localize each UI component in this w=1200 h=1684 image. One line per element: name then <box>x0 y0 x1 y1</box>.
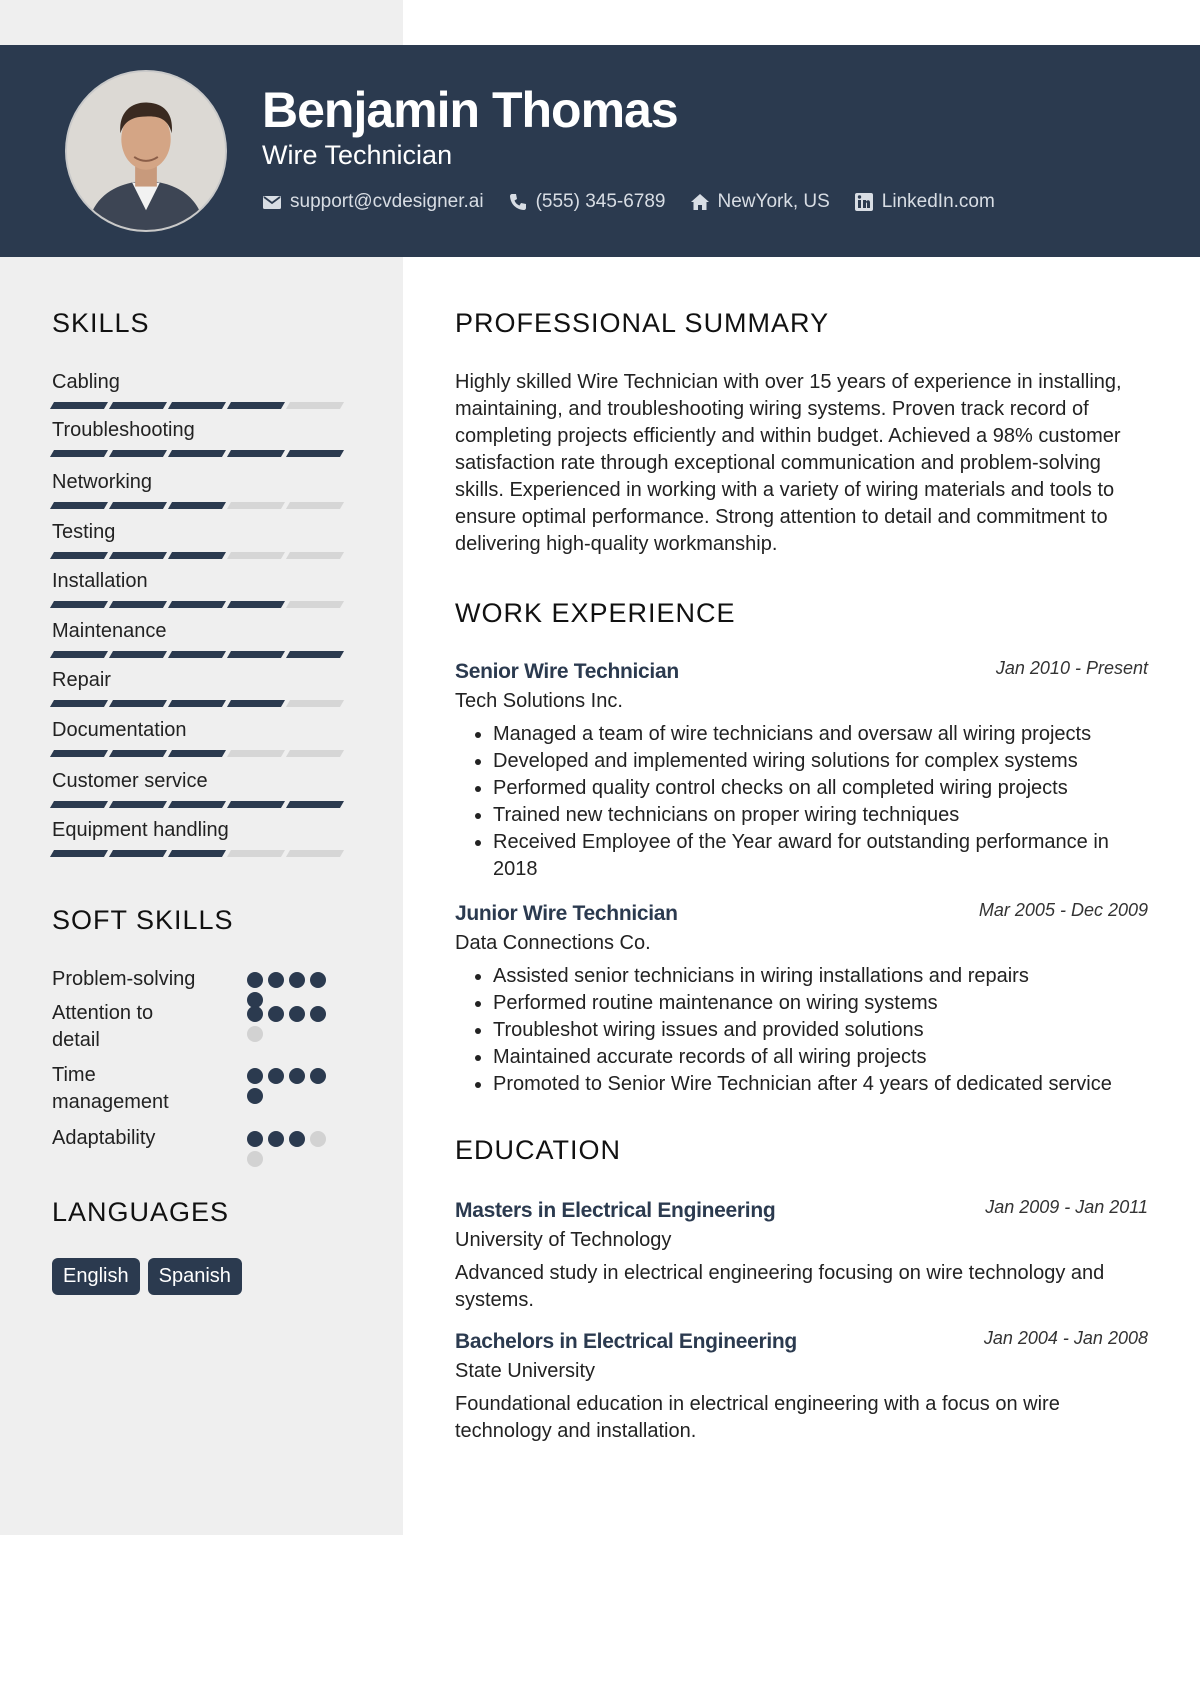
skill-level-segment <box>286 700 344 707</box>
experience-title: WORK EXPERIENCE <box>455 598 736 628</box>
skill-name: Networking <box>52 471 153 493</box>
skill-level-segment <box>286 750 344 757</box>
skill-bar <box>52 450 352 457</box>
skill-level-segment <box>109 651 167 658</box>
contact-linkedin[interactable] <box>854 191 995 213</box>
skill-item <box>52 520 352 559</box>
contact-linkedin-text: LinkedIn.com <box>881 191 995 212</box>
skill-level-segment <box>286 502 344 509</box>
skill-level-segment <box>50 651 108 658</box>
language-badge: English <box>52 1258 140 1295</box>
skill-level-segment <box>168 450 226 457</box>
home-icon <box>690 192 710 212</box>
soft-skill-dot <box>247 1151 263 1167</box>
skill-item <box>52 418 352 457</box>
education-description: Foundational education in electrical engineering with a focus on wire technology and installation. <box>455 1393 1060 1442</box>
skill-level-segment <box>109 502 167 509</box>
experience-entry <box>455 902 1148 1098</box>
contact-phone-text: (555) 345-6789 <box>535 191 666 212</box>
soft-skill-dots <box>247 1131 337 1167</box>
list-item: • Developed and implemented wiring solutions for complex systems <box>493 748 1148 775</box>
education-date: Jan 2004 - Jan 2008 <box>983 1328 1148 1348</box>
skill-level-segment <box>286 850 344 857</box>
soft-skill-dot <box>268 1006 284 1022</box>
contact-location <box>690 191 830 213</box>
skill-level-segment <box>168 850 226 857</box>
experience-job-title: Junior Wire Technician <box>455 902 678 925</box>
soft-skill-dot <box>247 1088 263 1104</box>
skill-level-segment <box>227 601 285 608</box>
contact-email-text: support@cvdesigner.ai <box>290 191 484 212</box>
soft-skill-dot <box>247 1006 263 1022</box>
contact-list <box>262 191 995 213</box>
skill-level-segment <box>286 801 344 808</box>
skills-title: SKILLS <box>52 308 150 338</box>
soft-skill-dots <box>247 1068 337 1104</box>
skill-name: Documentation <box>52 719 187 741</box>
soft-skill-dot <box>310 1006 326 1022</box>
skill-level-segment <box>227 750 285 757</box>
skill-level-segment <box>50 850 108 857</box>
skill-level-segment <box>168 750 226 757</box>
skill-name: Troubleshooting <box>52 419 195 441</box>
languages-title: LANGUAGES <box>52 1197 230 1227</box>
education-school: State University <box>455 1360 596 1382</box>
envelope-icon <box>262 192 282 212</box>
skill-name: Equipment handling <box>52 819 229 841</box>
skill-level-segment <box>50 601 108 608</box>
skill-level-segment <box>168 700 226 707</box>
soft-skill-dot <box>289 1006 305 1022</box>
skill-level-segment <box>286 601 344 608</box>
list-item: • Received Employee of the Year award for outstanding performance in 2018 <box>493 829 1148 883</box>
soft-skill-name: Adaptability <box>52 1127 156 1149</box>
soft-skill-dot <box>268 1131 284 1147</box>
skill-bar <box>52 502 352 509</box>
summary-text: Highly skilled Wire Technician with over 15 years of experience in installing, maintaining, and troubleshooting wiring systems. Proven track record of completing projects efficiently and within budget. Achieved a 98% customer satisfaction rate through exceptional communication and problem-solving skills. Experienced in working with a variety of wiring materials and tools to ensure optimal performance. Strong attention to detail and commitment to delivering high-quality workmanship. <box>455 371 1122 555</box>
contact-email[interactable] <box>262 191 484 213</box>
experience-company: Tech Solutions Inc. <box>455 690 623 712</box>
profile-photo <box>67 72 225 230</box>
soft-skill-name: Time management <box>52 1064 169 1113</box>
skill-level-segment <box>168 502 226 509</box>
skill-bar <box>52 552 352 559</box>
education-title: EDUCATION <box>455 1135 622 1165</box>
skill-bar <box>52 651 352 658</box>
skill-bar <box>52 700 352 707</box>
soft-skill-dot <box>289 972 305 988</box>
education-degree: Masters in Electrical Engineering <box>455 1199 776 1222</box>
contact-phone[interactable] <box>508 191 666 213</box>
skill-level-segment <box>227 700 285 707</box>
education-entry <box>455 1199 1148 1314</box>
soft-skill-dot <box>247 972 263 988</box>
skill-level-segment <box>168 402 226 409</box>
skill-item <box>52 619 352 658</box>
skill-level-segment <box>109 552 167 559</box>
avatar <box>67 72 225 230</box>
skill-item <box>52 668 352 707</box>
soft-skill-dot <box>268 1068 284 1084</box>
skill-level-segment <box>227 402 285 409</box>
skill-level-segment <box>286 552 344 559</box>
list-item: • Assisted senior technicians in wiring installations and repairs <box>493 963 1148 990</box>
skill-level-segment <box>227 502 285 509</box>
soft-skill-dot <box>310 1068 326 1084</box>
skill-level-segment <box>109 750 167 757</box>
soft-skill-dot <box>247 1026 263 1042</box>
skill-name: Cabling <box>52 371 120 393</box>
skill-item <box>52 569 352 608</box>
contact-location-text: NewYork, US <box>717 191 830 212</box>
experience-date: Jan 2010 - Present <box>995 658 1148 678</box>
skill-level-segment <box>286 450 344 457</box>
skill-level-segment <box>50 402 108 409</box>
soft-skill-dot <box>289 1131 305 1147</box>
languages-list <box>52 1258 242 1295</box>
job-title: Wire Technician <box>262 140 453 170</box>
soft-skill-name: Problem-solving <box>52 968 196 990</box>
skill-level-segment <box>109 450 167 457</box>
skill-level-segment <box>168 552 226 559</box>
list-item: • Maintained accurate records of all wiring projects <box>493 1044 1148 1071</box>
soft-skill-dot <box>268 972 284 988</box>
linkedin-icon <box>854 192 874 212</box>
education-entry <box>455 1330 1148 1445</box>
skill-level-segment <box>227 801 285 808</box>
list-item: • Troubleshot wiring issues and provided solutions <box>493 1017 1148 1044</box>
experience-date: Mar 2005 - Dec 2009 <box>978 900 1148 920</box>
skill-level-segment <box>227 450 285 457</box>
skill-item <box>52 818 352 857</box>
phone-icon <box>508 192 528 212</box>
experience-bullets <box>455 963 1148 1098</box>
skill-level-segment <box>50 502 108 509</box>
education-school: University of Technology <box>455 1229 672 1251</box>
skill-level-segment <box>50 552 108 559</box>
language-badge: Spanish <box>148 1258 242 1295</box>
skill-level-segment <box>168 651 226 658</box>
list-item: • Promoted to Senior Wire Technician after 4 years of dedicated service <box>493 1071 1148 1098</box>
skill-name: Testing <box>52 521 116 543</box>
soft-skill-dot <box>310 972 326 988</box>
soft-skill-dot <box>247 1068 263 1084</box>
header <box>0 45 1200 257</box>
experience-bullets <box>455 721 1148 883</box>
education-degree: Bachelors in Electrical Engineering <box>455 1330 797 1353</box>
skill-bar <box>52 402 352 409</box>
skill-level-segment <box>50 450 108 457</box>
skill-item <box>52 769 352 808</box>
soft-skill-dots <box>247 1006 337 1042</box>
skill-name: Maintenance <box>52 620 167 642</box>
experience-entry <box>455 660 1148 883</box>
list-item: • Performed quality control checks on all completed wiring projects <box>493 775 1148 802</box>
skill-level-segment <box>168 801 226 808</box>
skill-item <box>52 718 352 757</box>
list-item: • Managed a team of wire technicians and oversaw all wiring projects <box>493 721 1148 748</box>
summary-title: PROFESSIONAL SUMMARY <box>455 308 830 338</box>
education-date: Jan 2009 - Jan 2011 <box>985 1197 1148 1217</box>
skill-name: Customer service <box>52 770 208 792</box>
soft-skills-title: SOFT SKILLS <box>52 905 234 935</box>
candidate-name: Benjamin Thomas <box>262 82 678 138</box>
skill-level-segment <box>109 801 167 808</box>
skill-level-segment <box>50 801 108 808</box>
experience-job-title: Senior Wire Technician <box>455 660 679 683</box>
experience-company: Data Connections Co. <box>455 932 651 954</box>
skill-level-segment <box>227 651 285 658</box>
skill-name: Installation <box>52 570 148 592</box>
skill-level-segment <box>227 850 285 857</box>
soft-skill-name: Attention to detail <box>52 1002 154 1051</box>
skill-level-segment <box>286 651 344 658</box>
skill-level-segment <box>109 402 167 409</box>
skill-name: Repair <box>52 669 111 691</box>
soft-skill-dot <box>247 1131 263 1147</box>
skill-bar <box>52 850 352 857</box>
skill-level-segment <box>109 700 167 707</box>
skill-level-segment <box>109 850 167 857</box>
education-description: Advanced study in electrical engineering focusing on wire technology and systems. <box>455 1262 1105 1311</box>
skill-bar <box>52 601 352 608</box>
skill-item <box>52 470 352 509</box>
skill-level-segment <box>50 700 108 707</box>
soft-skill-dots <box>247 972 337 1008</box>
list-item: • Performed routine maintenance on wiring systems <box>493 990 1148 1017</box>
skill-level-segment <box>227 552 285 559</box>
skill-item <box>52 370 352 409</box>
soft-skill-dot <box>289 1068 305 1084</box>
skill-level-segment <box>50 750 108 757</box>
skill-bar <box>52 801 352 808</box>
skill-level-segment <box>109 601 167 608</box>
skill-bar <box>52 750 352 757</box>
list-item: • Trained new technicians on proper wiring techniques <box>493 802 1148 829</box>
soft-skill-dot <box>310 1131 326 1147</box>
skill-level-segment <box>286 402 344 409</box>
skill-level-segment <box>168 601 226 608</box>
